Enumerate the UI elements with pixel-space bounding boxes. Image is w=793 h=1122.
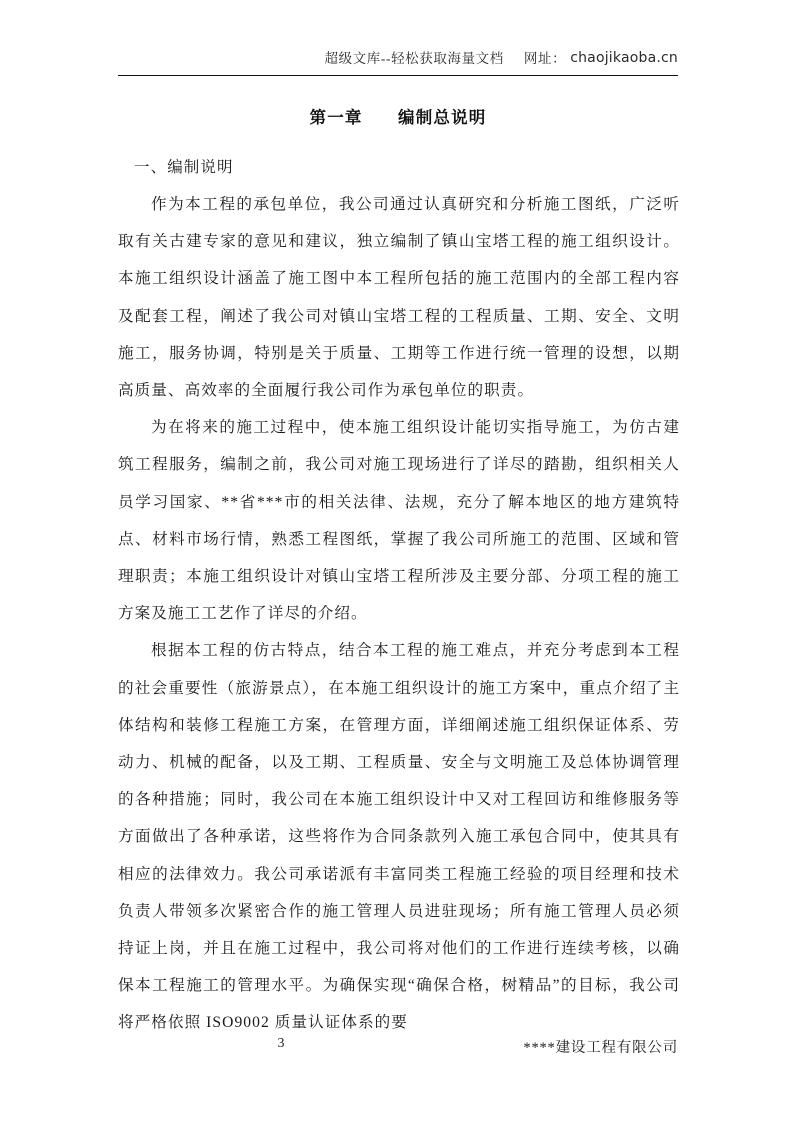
paragraph: 为在将来的施工过程中，使本施工组织设计能切实指导施工，为仿古建筑工程服务，编制之前，我公司对施工现场进行了详尽的踏勘，组织相关人员学习国家、**省***市的相关法律、法规，充分了解本地区的地方建筑特点、材料市场行情，熟悉工程图纸，掌握了我公司所施工的范围、区域和管理职责；本施工组织设计对镇山宝塔工程所涉及主要分部、分项工程的施工方案及施工工艺作了详尽的介绍。 [118, 419, 680, 623]
page-header [118, 50, 678, 76]
paragraph: 根据本工程的仿古特点，结合本工程的施工难点，并充分考虑到本工程的社会重要性（旅游景点），在本施工组织设计的施工方案中，重点介绍了主体结构和装修工程施工方案，在管理方面，详细阐述施工组织保证体系、劳动力、机械的配备，以及工期、工程质量、安全与文明施工及总体协调管理的各种措施；同时，我公司在本施工组织设计中又对工程回访和维修服务等方面做出了各种承诺，这些将作为合同条款列入施工承包合同中，使其具有相应的法律效力。我公司承诺派有丰富同类工程施工经验的项目经理和技术负责人带领多次紧密合作的施工管理人员进驻现场；所有施工管理人员必须持证上岗，并且在施工过程中，我公司将对他们的工作进行连续考核，以确保本工程施工的管理水平。为确保实现“确保合格，树精品”的目标，我公司将严格依照 ISO9002 质量认证体系的要 [118, 642, 680, 1032]
footer-company-name: ****建设工程有限公司 [523, 1040, 678, 1056]
paragraph: 作为本工程的承包单位，我公司通过认真研究和分析施工图纸，广泛听取有关古建专家的意见和建议，独立编制了镇山宝塔工程的施工组织设计。本施工组织设计涵盖了施工图中本工程所包括的施工范围内的全部工程内容及配套工程，阐述了我公司对镇山宝塔工程的工程质量、工期、安全、文明施工，服务协调，特别是关于质量、工期等工作进行统一管理的设想，以期高质量、高效率的全面履行我公司作为承包单位的职责。 [118, 196, 680, 400]
header-url-label: 网址： [523, 51, 567, 66]
body-text [118, 186, 680, 1042]
page-number: 3 [277, 1036, 285, 1051]
header-site-text: 超级文库--轻松获取海量文档 [324, 51, 504, 66]
page-footer [118, 1036, 678, 1058]
section-heading: 一、编制说明 [134, 159, 234, 176]
chapter-title: 第一章 编制总说明 [309, 108, 487, 127]
header-url: chaojikaoba.cn [570, 50, 678, 66]
